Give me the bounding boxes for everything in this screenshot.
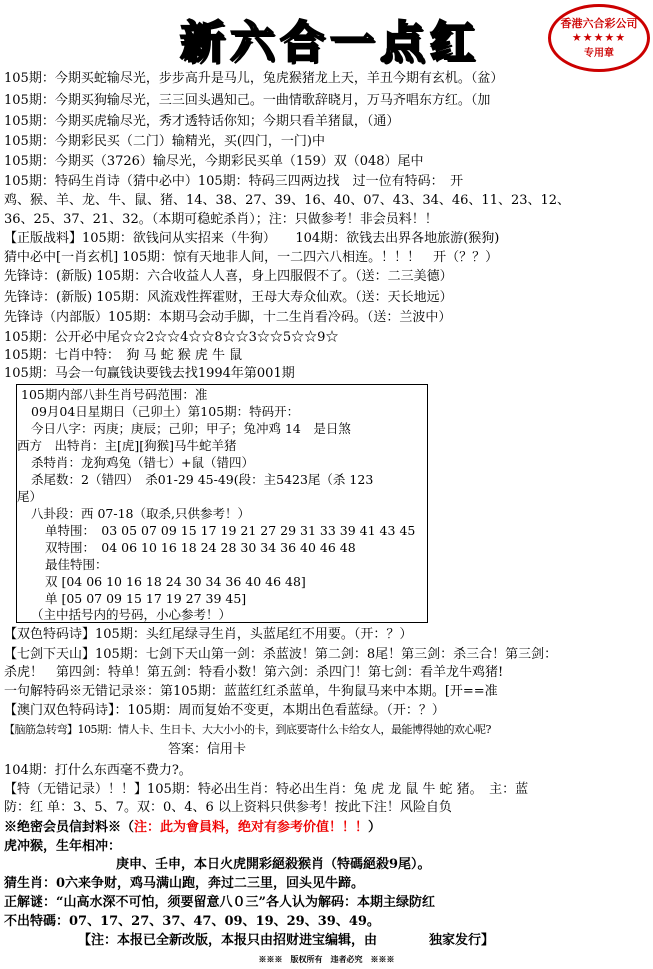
text-line: 猜生肖：0六来争财，鸡马满山跑，奔过二三里，回头见牛蹄。 [4,876,365,891]
text-line: 防：红 单：3、5、7。双：0、4、6 以上资料只供参考！按此下注！风险自负 [4,800,452,815]
text-line: 104期：打什么东西毫不费力?。 [4,763,192,778]
text-line: 答案：信用卡 [168,742,247,757]
text-line: 不出特碼：07、17、27、37、47、09、19、29、39、49。 [4,914,380,929]
text-line: 105期：公开必中尾☆☆2☆☆4☆☆8☆☆3☆☆5☆☆9☆ [4,330,339,345]
box-line: 八卦段：西 07-18（取杀,只供参考！） [31,506,250,521]
text-line: 【特（无错记录）！！】105期：特必出生肖：特必出生肖：兔 虎 龙 鼠 牛 蛇 猪。 主：蓝 [4,782,529,797]
text-line: 先锋诗：(新版) 105期：风流戏性挥霍财，王母大寿众仙欢。（送：天长地远） [4,290,453,305]
text-line: 庚申、壬申，本日火虎開彩絕殺猴肖（特碼絕殺9尾）。 [116,857,431,872]
box-line: 杀尾数：2（错四） 杀01-29 45-49(段：主5423尾（杀 123 [31,472,374,487]
bagua-box [16,384,428,623]
box-line: 尾） [17,489,43,504]
text-line: 【正版战料】105期：欲钱问从实招来（牛狗） 104期：欲钱去出界各地旅游(猴狗) [4,231,500,246]
box-line: （主中括号内的号码，小心参考！） [31,607,232,622]
text-line: 105期：今期买（3726）输尽光，今期彩民买单（159）双（048）尾中 [4,154,424,169]
notice-suffix: ） [368,820,382,835]
text-line: 【七剑下天山】105期：七剑下天山第一剑：杀蓝波！第二剑：8尾！第三剑：杀三合！第三剑： [4,647,558,662]
text-line: 虎冲猴，生年相冲： [4,839,122,854]
box-line: 今日八字：丙庚；庚辰；己卯；甲子；兔冲鸡 14 是日煞 [31,421,351,436]
text-line: 先锋诗：(新版) 105期：六合收益人人喜，身上四服假不了。（送：二三美德） [4,269,453,284]
box-line: 最佳特围： [45,557,108,572]
text-line: 【澳门双色特码诗】：105期：周而复始不变更，本期出色看蓝绿。（开：？） [4,703,445,718]
text-line: 正解谜：“山高水深不可怕，须要留意八０三”各人认为解码：本期主绿防红 [4,895,435,910]
seal-stars: ★★★★★ [571,31,627,44]
text-line: 105期：今期彩民买（二门）输精光，买(四门，一门)中 [4,134,325,149]
text-line: 猜中必中[一肖玄机] 105期：惊有天地非人间，一二四六八相连。！！！ 开（？？） [4,250,499,265]
seal-text-bottom: 专用章 [584,48,614,59]
text-line: 105期：今期买蛇输尽光，步步高升是马儿，兔虎猴猪龙上天，羊丑今期有玄机。（盆） [4,71,504,86]
company-seal [548,4,650,72]
text-line: 鸡、猴、羊、龙、牛、鼠、猪、14、38、27、39、16、40、07、43、34、46、11、23、12、 [4,193,571,208]
copyright: ※※※ 版权所有 违者必究 ※※※ [258,954,395,964]
box-line: 单特围： 03 05 07 09 15 17 19 21 27 29 31 33 39 41 43 45 [45,523,416,538]
box-line: 双特围： 04 06 10 16 18 24 28 30 34 36 40 46 48 [45,540,356,555]
seal-text-top: 香港六合彩公司 [560,17,638,30]
text-line: 【双色特码诗】105期：头红尾绿寻生肖，头蓝尾红不用要。（开：？） [4,627,413,642]
text-line: 先锋诗（内部版）105期：本期马会动手脚，十二生肖看冷码。（送：兰波中） [4,310,452,325]
text-line: 105期：今期买狗输尽光，三三回头遇知己。一曲情歌辞晓月，万马齐唱东方红。（加 [4,93,491,108]
box-line: 西方 出特肖：主[虎][狗猴]马牛蛇羊猪 [17,438,237,453]
box-line: 09月04日星期日（己卯土）第105期：特码开： [31,404,300,419]
box-line: 双 [04 06 10 16 18 24 30 34 36 40 46 48] [45,574,306,589]
text-line: 105期：今期买虎输尽光，秀才透特话你知；今期只看羊猪鼠，（通） [4,114,400,129]
page-title: 新六合一点红 [180,17,480,68]
text-line: 36、25、37、21、32。（本期可稳蛇杀肖）；注：只做参考！非会员料！！ [4,212,438,227]
text-line: 一句解特码※无错记录※：第105期：蓝蓝红红杀蓝单，牛狗鼠马来中本期。[开==准 [4,684,498,699]
footer-note: 【注：本报已全新改版，本报只由招财进宝编辑，由 独家发行】 [78,933,495,948]
box-line: 105期内部八卦生肖号码范围：准 [21,387,208,402]
text-line: 105期：特码生肖诗（猜中必中）105期：特码三四两边找 过一位有特码： 开 [4,174,464,189]
box-line: 单 [05 07 09 15 17 19 27 39 45] [45,591,247,606]
box-line: 杀特肖：龙狗鸡兔（错七）+鼠（错四） [31,455,254,470]
text-line: 【脑筋急转弯】105期：情人卡、生日卡、大大小小的卡，到底要寄什么卡给女人，最能博得她的欢心呢? [4,723,491,736]
notice-prefix: ※绝密会员信封料※（ [4,820,135,835]
text-line: 105期：马会一句赢钱诀要钱去找1994年第001期 [4,366,295,381]
text-line: 105期：七肖中特： 狗 马 蛇 猴 虎 牛 鼠 [4,348,243,363]
notice-warning: 注：此为會員料，绝对有参考价值！！！ [134,820,369,835]
text-line: 杀虎！ 第四剑：特单！第五剑：特看小数！第六剑：杀四门！第七剑：看羊龙牛鸡猪! [4,665,504,680]
member-notice [4,819,381,837]
